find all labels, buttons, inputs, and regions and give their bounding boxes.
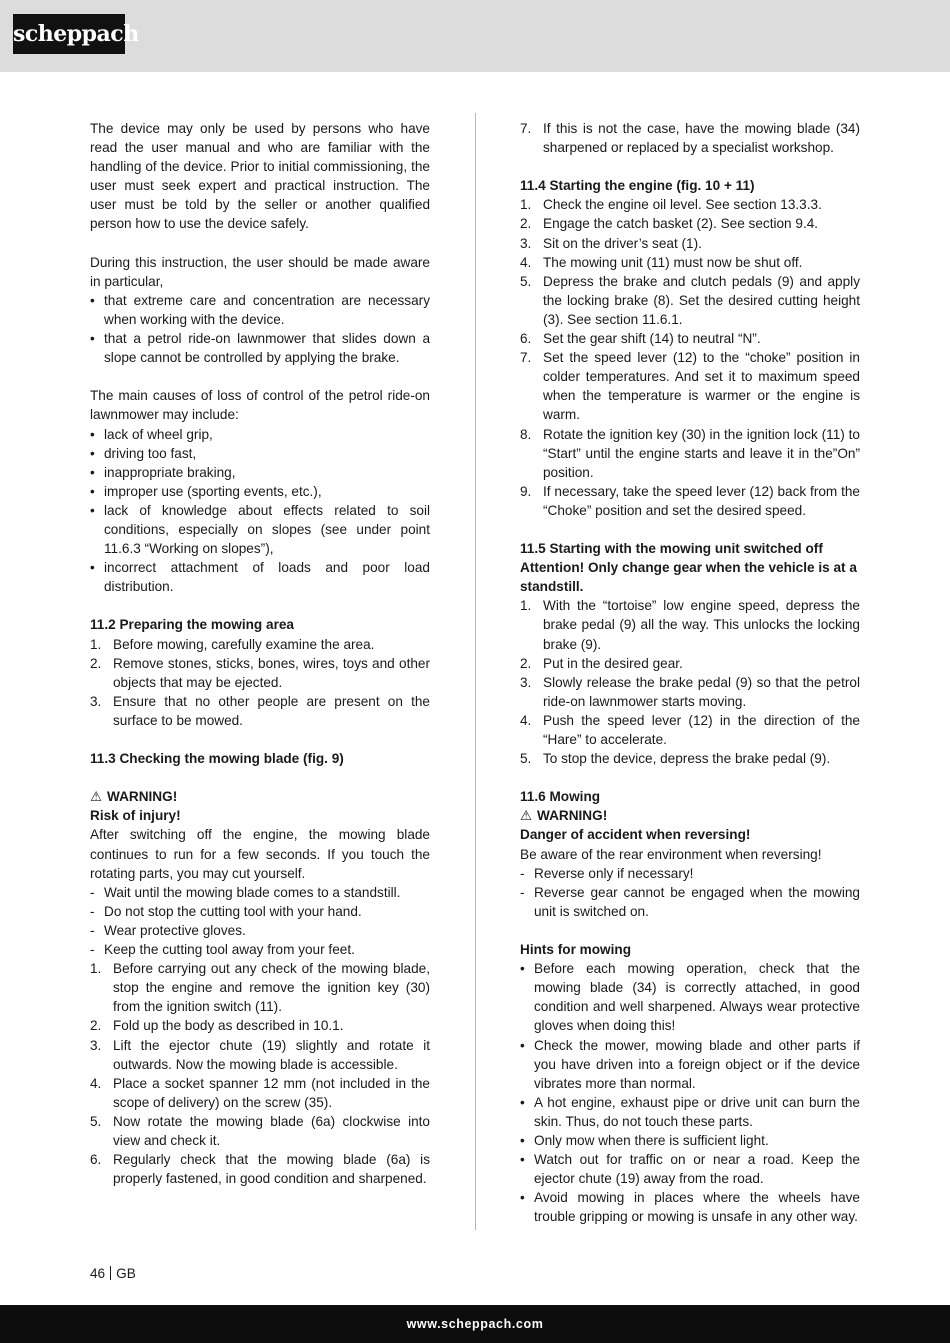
list-item: 5. Depress the brake and clutch pedals (9) and apply the locking brake (8). Set the desired cutting height (3). See section 11.6.1. [520,273,860,327]
page-number: 46 [90,1266,106,1281]
hints-title: Hints for mowing [520,942,632,958]
list-item: • Only mow when there is sufficient light. [520,1132,769,1148]
list-item: 3. Slowly release the brake pedal (9) so that the petrol ride-on lawnmower starts moving. [520,674,860,709]
safety-dash-list [90,883,430,959]
list-item: 1. Before carrying out any check of the mowing blade, stop the engine and remove the ignition key (30) from the ignition switch (11). [90,961,430,1015]
section-11-6-title: 11.6 Mowing [520,789,601,805]
list-item: 2. Put in the desired gear. [520,655,683,671]
list-item: - Wait until the mowing blade comes to a standstill. [90,884,401,900]
list-item: 3. Sit on the driver’s seat (1). [520,235,702,251]
instruction-list [90,291,430,367]
danger-label: Danger of accident when reversing! [520,827,751,843]
list-item: 4. The mowing unit (11) must now be shut off. [520,254,803,270]
causes-intro: The main causes of loss of control of the petrol ride-on lawnmower may include: [90,388,430,423]
list-item: 8. Rotate the ignition key (30) in the ignition lock (11) to “Start” until the engine starts and leave it in the”On” position. [520,426,860,480]
list-item: • A hot engine, exhaust pipe or drive unit can burn the skin. Thus, do not touch these parts. [520,1094,860,1129]
list-item: - Do not stop the cutting tool with your hand. [90,903,362,919]
list-item: 6. Regularly check that the mowing blade (6a) is properly fastened, in good condition and sharpened. [90,1152,430,1187]
warning-heading: ⚠ WARNING! [520,806,860,825]
list-item: • lack of wheel grip, [90,426,213,442]
list-item: • driving too fast, [90,445,197,461]
list-item: - Reverse gear cannot be engaged when the mowing unit is switched on. [520,884,860,919]
list-item: 1. Before mowing, carefully examine the area. [90,636,375,652]
list-item: • lack of knowledge about effects related to soil conditions, especially on slopes (see under point 11.6.3 “Working on slopes”), [90,502,430,557]
section-11-5-title: 11.5 Starting with the mowing unit switched off [520,541,823,557]
hints-list [520,959,860,1226]
list-item: • improper use (sporting events, etc.), [90,483,322,499]
list-item: • inappropriate braking, [90,464,236,480]
list-item: 6. Set the gear shift (14) to neutral “N”. [520,331,761,347]
column-divider [475,113,476,1230]
language-code: GB [116,1266,136,1281]
list-item: • Check the mower, mowing blade and other parts if you have driven into a foreign object or if the device vibrates more than normal. [520,1037,860,1091]
reverse-dash-list [520,864,860,921]
section-11-2-list [90,635,430,730]
list-item: 4. Place a socket spanner 12 mm (not included in the scope of delivery) on the screw (35). [90,1075,430,1110]
list-item: 2. Remove stones, sticks, bones, wires, toys and other objects that may be ejected. [90,655,430,690]
list-item: • Avoid mowing in places where the wheels have trouble gripping or mowing is unsafe in any other way. [520,1190,860,1225]
list-item: • that extreme care and concentration are necessary when working with the device. [90,292,430,327]
list-item: • incorrect attachment of loads and poor load distribution. [90,560,430,595]
section-11-3-list [90,959,430,1188]
scheppach-logo: scheppach [13,14,125,54]
list-item: • Before each mowing operation, check that the mowing blade (34) is correctly attached, in good condition and well sharpened. Always wear protective gloves when doing this! [520,961,860,1034]
left-column [90,119,430,1188]
right-column [520,119,860,1226]
list-item: 7. Set the speed lever (12) to the “choke” position in colder temperatures. And set it to maximum speed when the temperature is warmer or the engine is warm. [520,350,860,423]
intro-paragraph: The device may only be used by persons who have read the user manual and who are familiar with the handling of the device. Prior to initial commissioning, the user must seek expert and practical instruction. The user must be told by the seller or another qualified person how to use the device safely. [90,121,430,232]
list-item: 9. If necessary, take the speed lever (12) back from the “Choke” position and set the desired speed. [520,483,860,518]
section-11-3-continued-list [520,119,860,157]
danger-text: Be aware of the rear environment when reversing! [520,846,822,862]
risk-label: Risk of injury! [90,808,181,824]
section-11-5-attention: Attention! Only change gear when the vehicle is at a standstill. [520,560,857,595]
risk-text: After switching off the engine, the mowing blade continues to run for a few seconds. If you touch the rotating parts, you may cut yourself. [90,827,430,881]
website-url: www.scheppach.com [406,1317,544,1331]
warning-triangle-icon: ⚠ [520,808,533,824]
page-footer-number [90,1264,136,1283]
list-item: - Reverse only if necessary! [520,865,694,881]
list-item: 1. Check the engine oil level. See section 13.3.3. [520,197,822,213]
warning-triangle-icon: ⚠ [90,789,103,805]
list-item: 4. Push the speed lever (12) in the direction of the “Hare” to accelerate. [520,712,860,747]
list-item: • that a petrol ride-on lawnmower that slides down a slope cannot be controlled by applying the brake. [90,331,430,366]
list-item: 3. Lift the ejector chute (19) slightly and rotate it outwards. Now the mowing blade is accessible. [90,1037,430,1072]
list-item: 2. Fold up the body as described in 10.1. [90,1018,344,1034]
section-11-3-title: 11.3 Checking the mowing blade (fig. 9) [90,751,344,767]
section-11-4-list [520,195,860,520]
section-11-2-title: 11.2 Preparing the mowing area [90,617,294,633]
list-item: - Keep the cutting tool away from your feet. [90,942,355,958]
list-item: 3. Ensure that no other people are present on the surface to be mowed. [90,693,430,728]
list-item: 2. Engage the catch basket (2). See section 9.4. [520,216,819,232]
section-11-5-list [520,596,860,768]
causes-list [90,425,430,597]
section-11-4-title: 11.4 Starting the engine (fig. 10 + 11) [520,178,755,194]
list-item: 5. To stop the device, depress the brake pedal (9). [520,751,831,767]
instruction-intro: During this instruction, the user should be made aware in particular, [90,254,430,289]
header-band [0,0,950,72]
list-item: - Wear protective gloves. [90,922,246,938]
footer-separator [110,1266,111,1280]
warning-heading: ⚠ WARNING! [90,787,430,806]
list-item: 7. If this is not the case, have the mowing blade (34) sharpened or replaced by a specialist workshop. [520,121,860,156]
list-item: 5. Now rotate the mowing blade (6a) clockwise into view and check it. [90,1113,430,1148]
list-item: • Watch out for traffic on or near a road. Keep the ejector chute (19) away from the road. [520,1152,860,1187]
list-item: 1. With the “tortoise” low engine speed, depress the brake pedal (9) all the way. This unlocks the locking brake (9). [520,598,860,652]
